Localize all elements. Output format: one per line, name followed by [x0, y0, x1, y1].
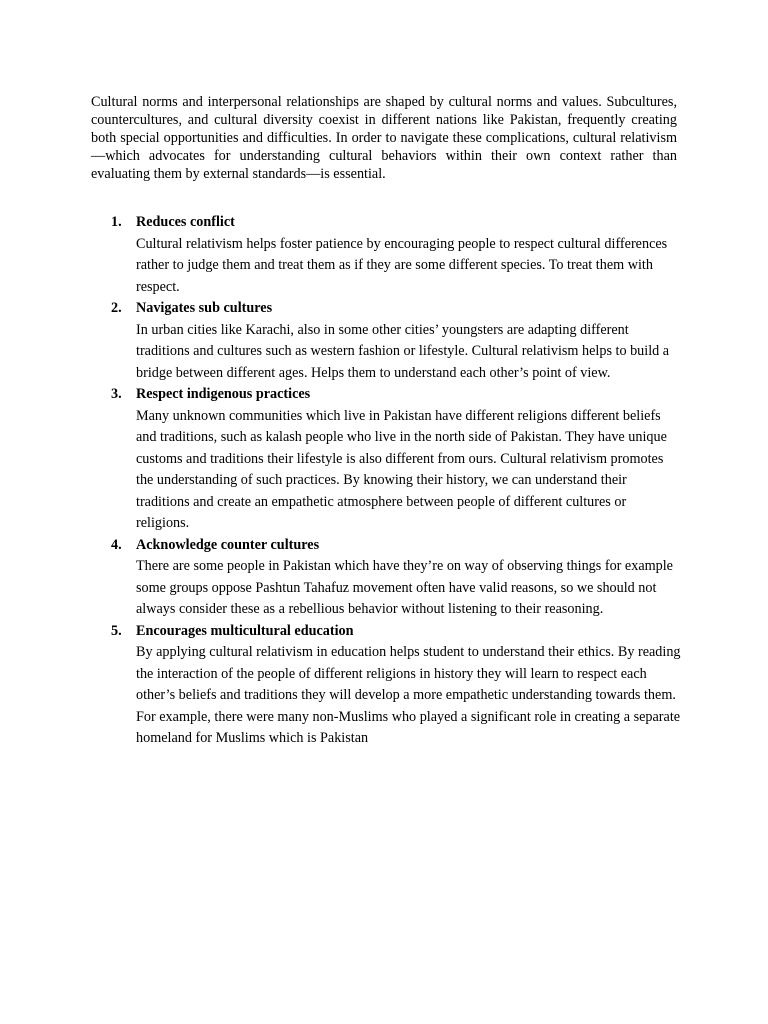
- intro-paragraph: Cultural norms and interpersonal relationships are shaped by cultural norms and values. Subcultures, countercultures, and cultural diversity coexist in different nations like Pakistan, frequently creating both special opportunities and difficulties. In order to navigate these complications, cultural relativism—which advocates for understanding cultural behaviors within their own context rather than evaluating them by external standards—is essential.: [91, 94, 677, 182]
- list-item-body: In urban cities like Karachi, also in some other cities’ youngsters are adapting different traditions and cultures such as western fashion or lifestyle. Cultural relativism helps to build a bridge between different ages. Helps them to understand each other’s point of view.: [136, 321, 670, 381]
- numbered-list: [91, 212, 681, 750]
- list-item-number: 5.: [111, 622, 122, 639]
- list-item-number: 1.: [111, 214, 122, 230]
- list-item-body: By applying cultural relativism in education helps student to understand their ethics. By reading the interaction of the people of different religions in history they will learn to respect each other’s beliefs and traditions they will develop a more empathetic understanding towards them. For example, there were many non-Muslims who played a significant role in creating a separate homeland for Muslims which is Pakistan: [136, 644, 681, 746]
- list-item: [91, 298, 681, 384]
- list-item-body: There are some people in Pakistan which have they’re on way of observing things for example some groups oppose Pashtun Tahafuz movement often have valid reasons, so we should not always consider these as a rebellious behavior without listening to their reasoning.: [136, 558, 673, 617]
- list-item: [91, 212, 681, 298]
- list-item: [91, 384, 681, 535]
- list-item-heading: Navigates sub cultures: [136, 300, 273, 316]
- list-item-number: 3.: [111, 386, 122, 402]
- list-item: [91, 535, 681, 621]
- list-item-number: 2.: [111, 300, 122, 316]
- list-item-heading: Respect indigenous practices: [136, 386, 311, 402]
- list-item-body: Many unknown communities which live in Pakistan have different religions different beliefs and traditions, such as kalash people who live in the north side of Pakistan. They have unique customs and traditions their lifestyle is also different from ours. Cultural relativism promotes the understanding of such practices. By knowing their history, we can understand their traditions and create an empathetic atmosphere between people of different cultures or religions.: [136, 407, 667, 531]
- list-item-number: 4.: [111, 536, 122, 553]
- list-item-heading: Acknowledge counter cultures: [136, 536, 320, 553]
- list-item-heading: Encourages multicultural education: [136, 622, 354, 639]
- list-item-body: Cultural relativism helps foster patience by encouraging people to respect cultural differences rather to judge them and treat them as if they are some different species. To treat them with respect.: [136, 235, 668, 295]
- list-item: [91, 621, 681, 750]
- list-item-heading: Reduces conflict: [136, 214, 235, 230]
